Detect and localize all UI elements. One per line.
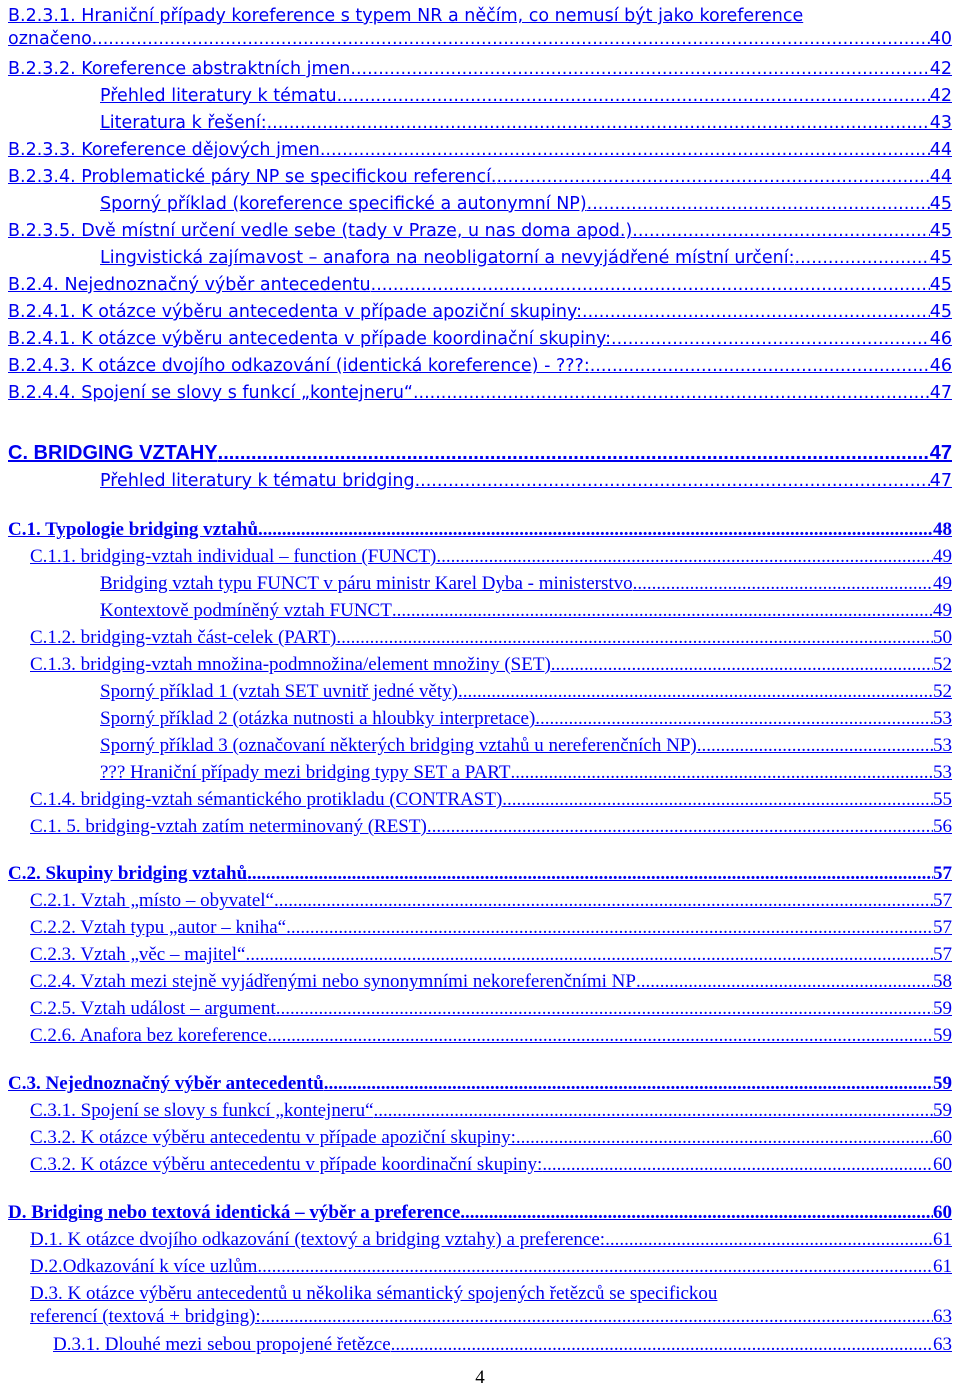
toc-entry-title[interactable]: C.3. Nejednoznačný výběr antecedentů [8, 1073, 324, 1094]
toc-leader-dots [391, 1334, 933, 1356]
toc-page-number[interactable]: 45 [929, 194, 952, 214]
toc-entry-title[interactable]: D.2.Odkazování k více uzlům [30, 1256, 258, 1277]
toc-leader-dots [427, 816, 933, 838]
toc-leader-dots [587, 193, 930, 215]
toc-entry-title[interactable]: C.1.1. bridging-vztah individual – function (FUNCT) [30, 546, 437, 567]
toc-page-number[interactable]: 45 [929, 275, 952, 295]
toc-page-number[interactable]: 55 [933, 789, 952, 810]
toc-page-number[interactable]: 57 [933, 863, 952, 884]
toc-entry[interactable] [100, 80, 952, 107]
toc-page-number[interactable]: 42 [929, 86, 952, 106]
toc-entry-title-continued[interactable]: referencí (textová + bridging): [30, 1306, 261, 1327]
toc-entry[interactable] [30, 649, 952, 676]
toc-entry-title[interactable]: B.2.3.5. Dvě místní určení vedle sebe (tady v Praze, u nas doma apod.) [8, 221, 633, 241]
toc-entry-title[interactable]: B.2.4.3. K otázce dvojího odkazování (identická koreference) - ???: [8, 356, 590, 376]
toc-leader-dots [356, 58, 930, 80]
toc-page-number[interactable]: 61 [933, 1229, 952, 1250]
toc-leader-dots [605, 1229, 933, 1251]
toc-entry[interactable] [53, 1329, 952, 1356]
toc-entry[interactable] [100, 730, 952, 757]
toc-entry-title[interactable]: B.2.3.4. Problematické páry NP se specifickou referencí. [8, 167, 497, 187]
toc-entry[interactable] [8, 1068, 952, 1095]
toc-entry[interactable] [100, 595, 952, 622]
toc-page-number[interactable]: 63 [933, 1306, 952, 1327]
toc-page-number[interactable]: 59 [933, 1025, 952, 1046]
toc-page-number[interactable]: 60 [933, 1154, 952, 1175]
toc-page-number[interactable]: 60 [933, 1202, 952, 1223]
toc-entry[interactable] [30, 1122, 952, 1149]
toc-page-number[interactable]: 53 [933, 735, 952, 756]
toc-entry-title[interactable]: C.1.4. bridging-vztah sémantického protikladu (CONTRAST) [30, 789, 503, 810]
toc-entry-title[interactable]: B.2.3.3. Koreference dějových jmen. [8, 140, 326, 160]
toc-leader-dots [633, 573, 933, 595]
toc-entry-title[interactable]: ??? Hraniční případy mezi bridging typy SET a PART [100, 762, 511, 783]
toc-page-number[interactable]: 44 [929, 167, 952, 187]
toc-leader-dots [342, 85, 930, 107]
toc-entry-title[interactable]: C.3.2. K otázce výběru antecedentu v případe koordinační skupiny: [30, 1154, 543, 1175]
toc-entry[interactable] [8, 350, 952, 377]
toc-page-number[interactable]: 50 [933, 627, 952, 648]
toc-page-number[interactable]: 53 [933, 762, 952, 783]
toc-leader-dots [590, 355, 930, 377]
toc-entry-title[interactable]: C.2.3. Vztah „věc – majitel“ [30, 944, 246, 965]
toc-leader-dots [436, 546, 933, 568]
toc-entry-title[interactable]: Sporný příklad 1 (vztah SET uvnitř jedné věty). [100, 681, 463, 702]
toc-entry[interactable] [8, 53, 952, 80]
toc-page-number[interactable]: 47 [929, 442, 952, 464]
toc-leader-dots [697, 735, 933, 757]
toc-entry-title-continued[interactable]: označeno. [8, 29, 98, 49]
toc-entry[interactable] [30, 1149, 952, 1176]
toc-entry[interactable] [30, 784, 952, 811]
toc-entry[interactable] [8, 0, 952, 50]
toc-entry-title[interactable]: C.1. 5. bridging-vztah zatím neterminovaný (REST) [30, 816, 427, 837]
toc-leader-dots [460, 1202, 933, 1224]
toc-entry-title[interactable]: Kontextově podmíněný vztah FUNCT [100, 600, 392, 621]
toc-entry-title[interactable]: Sporný příklad 2 (otázka nutnosti a hloubky interpretace). [100, 708, 541, 729]
toc-leader-dots [502, 789, 933, 811]
toc-page-number[interactable]: 40 [929, 29, 952, 49]
toc-entry[interactable] [100, 757, 952, 784]
toc-entry[interactable] [8, 161, 952, 188]
toc-entry-title[interactable]: C.2.2. Vztah typu „autor – kniha“ [30, 917, 287, 938]
toc-page-number[interactable]: 52 [933, 681, 952, 702]
toc-page-number[interactable]: 47 [929, 383, 952, 403]
toc-leader-dots [415, 470, 930, 492]
toc-entry-title[interactable]: C.1.2. bridging-vztah část-celek (PART) [30, 627, 337, 648]
toc-entry-title[interactable]: Přehled literatury k tématu bridging [100, 471, 415, 491]
toc-entry-title[interactable]: C.3.2. K otázce výběru antecedentu v případe apoziční skupiny: [30, 1127, 516, 1148]
toc-leader-dots [97, 28, 930, 50]
toc-page-number[interactable]: 59 [933, 1100, 952, 1121]
toc-leader-dots [497, 166, 930, 188]
toc-page-number[interactable]: 45 [929, 302, 952, 322]
toc-page-number[interactable]: 61 [933, 1256, 952, 1277]
toc-entry[interactable] [8, 858, 952, 885]
toc-leader-dots [261, 1306, 933, 1328]
toc-leader-dots [636, 971, 933, 993]
toc-entry-title[interactable]: D.3. K otázce výběru antecedentů u několika sémantický spojených řetězců se specifickou [30, 1283, 718, 1304]
toc-leader-dots [257, 1256, 933, 1278]
toc-leader-dots [276, 998, 933, 1020]
toc-entry[interactable] [30, 1020, 952, 1047]
toc-entry-title[interactable]: C. BRIDGING VZTAHY [8, 442, 218, 464]
toc-entry[interactable] [8, 514, 952, 541]
toc-entry-title[interactable]: Přehled literatury k tématu. [100, 86, 343, 106]
toc-entry-title[interactable]: B.2.4. Nejednoznačný výběr antecedentu [8, 275, 371, 295]
toc-page-number[interactable]: 57 [933, 917, 952, 938]
toc-entry-title[interactable]: D. Bridging nebo textová identická – výběr a preference [8, 1202, 461, 1223]
toc-entry-title[interactable]: B.2.3.2. Koreference abstraktních jmen. [8, 59, 356, 79]
toc-entry[interactable] [8, 437, 952, 464]
toc-entry[interactable] [30, 1095, 952, 1122]
toc-leader-dots [551, 654, 933, 676]
toc-page-number[interactable]: 49 [933, 546, 952, 567]
toc-entry[interactable] [100, 703, 952, 730]
toc-entry-title[interactable]: C.3.1. Spojení se slovy s funkcí „kontejneru“ [30, 1100, 374, 1121]
toc-leader-dots [463, 681, 933, 703]
toc-page-number[interactable]: 59 [933, 998, 952, 1019]
toc-entry-title[interactable]: C.1. Typologie bridging vztahů [8, 519, 259, 540]
toc-entry[interactable] [8, 377, 952, 404]
toc-leader-dots [325, 139, 929, 161]
toc-entry-title[interactable]: Bridging vztah typu FUNCT v páru ministr Karel Dyba - ministerstvo [100, 573, 633, 594]
toc-leader-dots [258, 519, 933, 541]
toc-page-number[interactable]: 63 [933, 1334, 952, 1355]
toc-page-number[interactable]: 48 [933, 519, 952, 540]
toc-page-number[interactable]: 58 [933, 971, 952, 992]
toc-entry[interactable] [100, 188, 952, 215]
toc-entry-title[interactable]: Sporný příklad (koreference specifické a autonymní NP) [100, 194, 587, 214]
toc-entry[interactable] [8, 296, 952, 323]
toc-entry[interactable] [30, 939, 952, 966]
toc-page-number[interactable]: 49 [933, 573, 952, 594]
toc-page-number[interactable]: 45 [929, 221, 952, 241]
toc-entry-title[interactable]: D.3.1. Dlouhé mezi sebou propojené řetězce [53, 1334, 391, 1355]
toc-entry[interactable] [30, 811, 952, 838]
toc-entry[interactable] [8, 134, 952, 161]
toc-leader-dots [245, 944, 933, 966]
toc-page-number[interactable]: 49 [933, 600, 952, 621]
toc-entry[interactable] [30, 1251, 952, 1278]
toc-page-number[interactable]: 57 [933, 890, 952, 911]
toc-entry[interactable] [30, 541, 952, 568]
toc-leader-dots [611, 328, 930, 350]
toc-entry[interactable] [100, 242, 952, 269]
toc-entry[interactable] [30, 1278, 952, 1328]
toc-page-number[interactable]: 42 [929, 59, 952, 79]
toc-leader-dots [632, 220, 929, 242]
toc-entry-title[interactable]: D.1. K otázce dvojího odkazování (textový a bridging vztahy) a preference: [30, 1229, 606, 1250]
toc-entry[interactable] [30, 912, 952, 939]
toc-page-number[interactable]: 60 [933, 1127, 952, 1148]
page-number: 4 [475, 1367, 485, 1388]
toc-leader-dots [374, 1100, 933, 1122]
toc-leader-dots [279, 890, 933, 912]
toc-leader-dots [267, 112, 930, 134]
toc-entry[interactable] [8, 215, 952, 242]
toc-page-number[interactable]: 45 [929, 248, 952, 268]
toc-entry-title[interactable]: B.2.4.4. Spojení se slovy s funkcí „kontejneru“ [8, 383, 413, 403]
toc-entry-title[interactable]: C.2.5. Vztah událost – argument [30, 998, 276, 1019]
toc-page-number[interactable]: 46 [929, 356, 952, 376]
toc-entry-title[interactable]: Literatura k řešení: [100, 113, 267, 133]
toc-entry[interactable] [30, 885, 952, 912]
toc-leader-dots [371, 274, 930, 296]
toc-leader-dots [286, 917, 933, 939]
toc-leader-dots [795, 247, 930, 269]
toc-entry-title[interactable]: B.2.4.1. K otázce výběru antecedenta v případe koordinační skupiny: [8, 329, 612, 349]
toc-entry-title[interactable]: C.1.3. bridging-vztah množina-podmnožina/element množiny (SET) [30, 654, 551, 675]
toc-leader-dots [516, 1127, 933, 1149]
toc-entry[interactable] [30, 622, 952, 649]
toc-entry-title[interactable]: Lingvistická zajímavost – anafora na neobligatorní a nevyjádřené místní určení: [100, 248, 795, 268]
toc-entry[interactable] [8, 1197, 952, 1224]
toc-entry[interactable] [100, 676, 952, 703]
toc-page-number[interactable]: 47 [929, 471, 952, 491]
toc-entry-title[interactable]: C.2.6. Anafora bez koreference [30, 1025, 268, 1046]
toc-page-number[interactable]: 43 [929, 113, 952, 133]
toc-entry-title[interactable]: Sporný příklad 3 (označovaní některých bridging vztahů u nereferenčních NP) [100, 735, 697, 756]
toc-page-number[interactable]: 44 [929, 140, 952, 160]
toc-page-number[interactable]: 57 [933, 944, 952, 965]
toc-leader-dots [247, 863, 933, 885]
toc-entry[interactable] [8, 269, 952, 296]
toc-entry-title[interactable]: C.2. Skupiny bridging vztahů [8, 863, 248, 884]
toc-entry[interactable] [100, 107, 952, 134]
toc-page-number[interactable]: 56 [933, 816, 952, 837]
toc-entry[interactable] [100, 465, 952, 492]
toc-entry[interactable] [30, 993, 952, 1020]
toc-page-number[interactable]: 46 [929, 329, 952, 349]
toc-page-number[interactable]: 53 [933, 708, 952, 729]
toc-page-number[interactable]: 52 [933, 654, 952, 675]
toc-leader-dots [218, 442, 930, 464]
toc-leader-dots [413, 382, 930, 404]
toc-leader-dots [324, 1073, 933, 1095]
toc-leader-dots [540, 708, 933, 730]
toc-leader-dots [392, 600, 933, 622]
toc-entry-title[interactable]: B.2.3.1. Hraniční případy koreference s typem NR a něčím, co nemusí být jako koreference [8, 6, 804, 26]
toc-leader-dots [542, 1154, 933, 1176]
toc-leader-dots [336, 627, 933, 649]
toc-leader-dots [267, 1025, 933, 1047]
toc-page-number[interactable]: 59 [933, 1073, 952, 1094]
toc-entry[interactable] [8, 323, 952, 350]
toc-entry-title[interactable]: C.2.4. Vztah mezi stejně vyjádřenými nebo synonymními nekoreferenčními NP [30, 971, 636, 992]
toc-entry-title[interactable]: C.2.1. Vztah „místo – obyvatel“. [30, 890, 279, 911]
toc-entry-title[interactable]: B.2.4.1. K otázce výběru antecedenta v případe apoziční skupiny: [8, 302, 582, 322]
toc-entry[interactable] [30, 1224, 952, 1251]
toc-leader-dots [510, 762, 933, 784]
toc-leader-dots [582, 301, 930, 323]
toc-entry[interactable] [100, 568, 952, 595]
toc-entry[interactable] [30, 966, 952, 993]
